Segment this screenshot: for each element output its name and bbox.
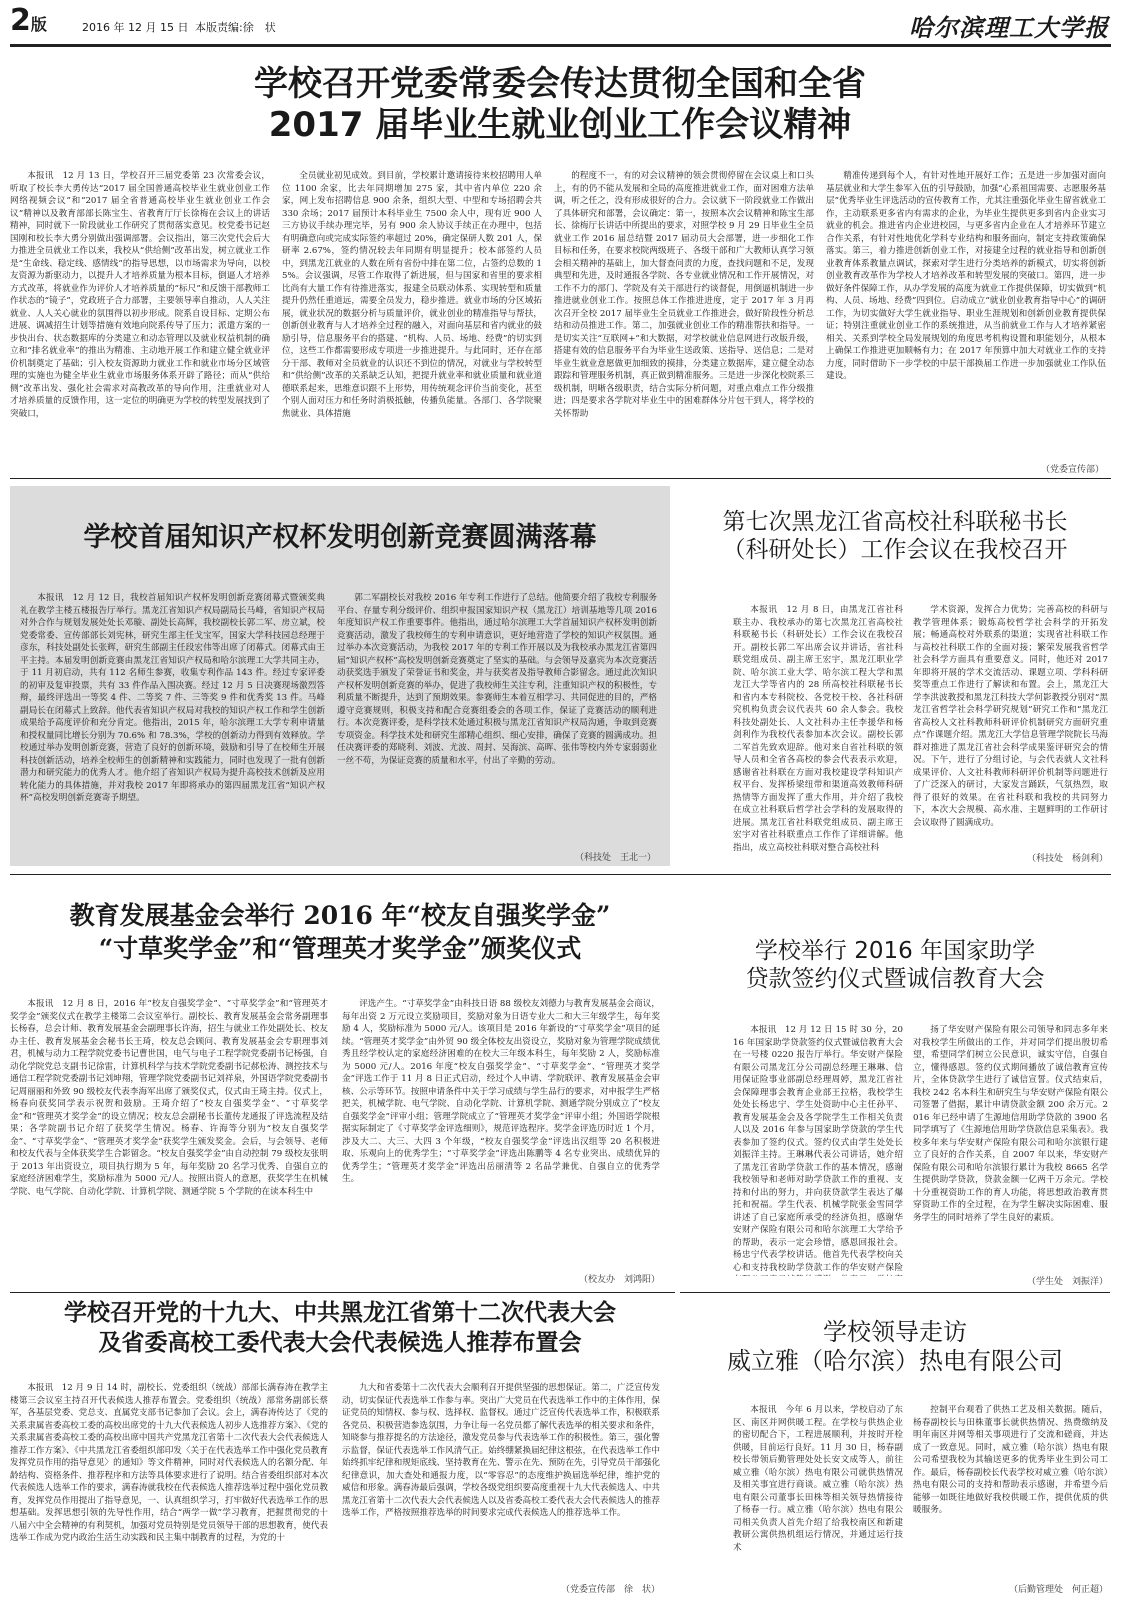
- page-editor: 本版责编:徐 状: [195, 21, 276, 34]
- page-number: 2版: [10, 3, 47, 38]
- a5-col1: 本报讯 12 月 12 日 15 时 30 分，2016 年国家助学贷款签约仪式暨诚信教育大会在一号楼 0220 报告厅举行。华安财产保险有限公司黑龙江分公司副总经理王琳琳、信用保证险事业部副总经理周婷，黑龙江省社会保障理事会教育企业部王拉格，我校学生处处长杨忠宁、学生处资助中心主任孙平、教育发展基金会及各学院学生工作相关负责人以及 2016 年参与国家助学贷款的学生代表参加了签约仪式。签约仪式由学生处处长刘振洋主持。王琳琳代表公司讲话，她介绍了黑龙江省助学贷款工作的基本情况，感谢我校领导和老师对助学贷款工作的重视、支持和付出的努力，并向获贷款学生表达了爆托和祝福。学生代表、机械学院张金雪同学讲述了自己家庭所承受的经济负担，感谢华安财产保险有限公司和哈尔滨理工大学给予的帮助，表示一定会珍惜，感恩回报社会。杨忠宁代表学校讲话。他首先代表学校向关心和支持我校助学贷款工作的华安财产保险: [733, 1025, 903, 1273]
- masthead: [0, 0, 1121, 46]
- a6-col2: 九大和省委第十二次代表大会顺利召开提供坚强的思想保证。第二，广泛宣传发动，切实保证代表选举工作参与率。突出广大党员在代表选举工作中的主体作用，保证党员的知情权、参与权、选择权、监督权。通过广泛宣传代表选举工作，积极联系各党员、积极营造参选氛围，力争让每一名党员都了解代表选举的相关要求和条件，知晓参与推荐提名的方法途径，激发党员参与代表选举工作的积极性。第三，强化警示监督，保证代表选举工作风清气正。始终绷紧换届纪律这根弦，在代表选举工作中始终抓牢纪律和规矩底线、坚持教育在先、警示在先、预防在先，引导党员干部强化纪律意识，加大查处和通报力度，以“零容忍”的态度维护换届选举纪律，维护党的威信和形象。满春涛最后强调，学校各级党组织要高度重视十九大代表候选人、中共黑龙江省第十二次代表大会代表候选人以及省委高校工委代表大会代表候选人的推荐选举工作，严格按照推荐选举的时间要求完成代表候选人的推荐选举工作。: [342, 1383, 660, 1518]
- a5-byline: （学生处 刘振洋）: [1026, 1277, 1108, 1287]
- a1-col1: 本报讯 12 月 13 日，学校召开三届党委第 23 次常委会议，听取了校长李大勇传达“2017 届全国普通高校毕业生就业创业工作网络视频会议”和“2017 届全省普通高校毕业生就业创业工作会议”精神以及教育部部长陈宝生、省教育厅厅长徐梅在会议上的讲话精神，同时就下一阶段就业工作研究了贯彻落实意见。校党委书记赵国刚和校长李大勇分别做出强调部署。会议指出，第三次党代会后大力推进全员就业工作以来，我校从“供给侧”改革出发，树立就业工作是“生命线、稳定线、感情线”的指导思想，以市场需求为导向，以校友资源为新驱动力，以提升人才培养质量为根本目标，倒逼人才培养方式改革，将就业作为评价人才培养质量的“标尺”和反馈干部教师工作状态的“镜子”，党政班子合力部署，主要领导率自推动，人人关注就业、人人关心就业的氛围得以初步形成。院系自设目标、定期公布进展、调减招生计划等措施有效地向院系传导了压力；派遣方案的一步快出台、状态数据库的分类建立和动态管理以及就业权益机制的确立和“排名就业率”的推出为精准、主动地开展工作和建立健全就业评价机制奠定了基础；引入校友资源助力就业工作和就业市场分区域管理的实施也为健全毕业生就业市场服务体系开辟了路径；而从“供给侧”改革出发、强化社会需求对高教改革的导向作用，注重就业对人才培养质量的反馈作用，这一定位的明确更为学校的转型发展找到了突破口，: [10, 171, 270, 419]
- paper-name: 哈尔滨理工大学报: [909, 13, 1109, 42]
- a2-byline: （科技处 王北一）: [574, 853, 656, 863]
- a7-col1: 本报讯 今年 6 月以来，学校启动了东区、南区并网供暖工程。在学校与供热企业的密切配合下，工程进展顺利，并按时开栓供暖，目前运行良好。11 月 30 日，杨春副校长带领后勤管理处处长安文成等人，前往威立雅（哈尔滨）热电有限公司就供热情况及相关事宜进行商谈。威立雅（哈尔滨）热电有限公司董事长田株等相关领导热情接待了杨春一行。威立雅（哈尔滨）热电有限公司相关负责人首先介绍了给我校南区和新建教研公寓供热机组运行情况，并通过运行技术: [733, 1405, 903, 1553]
- headline-a3: 第七次黑龙江省高校社科联秘书长 （科研处长）工作会议在我校召开: [722, 509, 1068, 564]
- a7-byline: （后勤管理处 何正超）: [1008, 1585, 1108, 1595]
- headline-a7: 学校领导走访 威立雅（哈尔滨）热电有限公司: [727, 1318, 1063, 1376]
- headline-a4: 教育发展基金会举行 2016 年“校友自强奖学金” “寸草奖学金”和“管理英才奖学金”颁奖仪式: [69, 901, 611, 963]
- a2-col1: 本报讯 12 月 12 日，我校首届知识产权杯发明创新竞赛闭幕式暨颁奖典礼在教学主楼五楼报告厅举行。黑龙江省知识产权局副局长马峰，省知识产权局对外合作与规划发展处处长邓璇、副处长高辉，我校副校长郭二军、房立斌，校党委常委、宣传部部长刘宪林，研究生部主任戈宝军，国家大学科技园总经理于彦东，科技处副处长张辉，研究生部副主任段宏伟等出席了闭幕式。闭幕式由王平主持。本届发明创新竞赛由黑龙江省知识产权局和哈尔滨理工大学共同主办，于 11 月初启动，共有 112 名师生参赛，收集专利作品 143 件。经过专家评委的初审及复审投票，共有 33 件作品入围决赛。经过 12 月 5 日决赛现场激烈答辩，最终评选出一等奖 4 件、二等奖 7 件、三等奖 9 件和优秀奖 13 件。马峰副局长在闭幕式上致辞。他代表省知识产权局对我校的知识产权工作和学生创新成果给予高度评价和充分肯定。他指出，2015 年，哈尔滨理工大学专利申请量和授权量同比增长分别为 70.6% 和 78.3%，学校的创新动力得到有效释放。学校通过举办发明创新竞赛，营造了良好的创新环境，鼓励和引导了在校师生开展科技创新活动，培养全校师生的创新精神和实践能力，同时也发现了一批有创新潜力和研究能力的优秀人才。他介绍了省知识产权局为提升高校技术创新及应用转化能力的具体措施，并对我校 2017 年即将承办的第四届黑龙江省“知识产权杯”高校发明创新竞赛寄予期望。: [20, 593, 325, 803]
- a1-byline: （党委宣传部）: [1040, 465, 1104, 475]
- a4-col1: 本报讯 12 月 8 日，2016 年“校友自强奖学金”、“寸草奖学金”和“管理英才奖学金”颁奖仪式在教学主楼第二会议室举行。副校长、教育发展基金会常务副理事长杨春，总会计师、教育发展基金会副理事长许海，招生与就业工作处副处长、校友办主任、教育发展基金会秘书长王琦，校友总会顾问、教育发展基金会专职理事刘君，机械与动力工程学院党委书记曹世国，电气与电子工程学院党委副书记杨强，自动化学院党总支副书记徐雷，计算机科学与技术学院党委副书记郝松涛、测控技术与通信工程学院党委副书记刘坤翔，管理学院党委副书记刘祥泉，外国语学院党委副书记周丽丽和外致 90 级校友代表李海军出席了颁奖仪式，仪式由王琦主持。仪式上，杨春向获奖同学表示祝贺和鼓励。王琦介绍了“校友自强奖学金”、“寸草奖学金”和“管理英才奖学金”的设立情况；校友总会副秘书长董传龙通报了评选流程及结果；各学院副书记介绍了获奖学生情况。杨春、许海等分别为“校友自强奖学金”、“寸草奖学金”、“管理英才奖学金”获奖学生颁发奖金。会后，与会领导、老师和校友代表与全体获奖学生合影留念。“校友自强奖学金”由自动控制 79 级校友张明于 2013 年出资设立，项目执行期为 5 年，每年奖励 20 名学习优秀、自强自立的家庭经济困难学生，奖励标准为 5000 元/人。按照出资人的意愿，获奖学生在机械学院、电气学院、自动化学院、计算机学院、测通学院 5 个学院的在读本科生中: [10, 999, 328, 1197]
- issue-date: 2016 年 12 月 15 日: [82, 21, 189, 34]
- a4-col2: 评选产生。“寸草奖学金”由科技日语 88 级校友刘德力与教育发展基金会商议，每年出资 2 万元设立奖励项目，奖励对象为日语专业大二和大三年级学生，每年奖励 4 人，奖励标准为 5000 元/人。该项目是 2016 年新设的“寸草奖学金”项目的延续。“管理英才奖学金”由外贸 90 级全体校友出资设立，奖励对象为管理学院成绩优秀且经学校认定的家庭经济困难的在校大三年级本科生，每年奖励 2 人，奖励标准为 5000 元/人。2016 年度“校友自强奖学金”、“寸草奖学金”、“管理英才奖学金”评选工作于 11 月 8 日正式启动，经过个人申请、学院联评、教育发展基金会审核、公示等环节。按照申请条件中关于学习成绩与学生品行的要求，对申报学生严格把关，机械学院、电气学院、自动化学院、计算机学院、测通学院分别成立了“校友自强奖学金”评审小组；管理学院成立了“管理英才奖学金”评审小组；外国语学院根据实际制定了《寸草奖学金评选细则》，规范评选程序。奖学金评选历时近 1 个月，涉及大二、大三、大四 3 个年级，“校友自强奖学金”评选出汉组等 20 名积极进取、乐观向上的优秀学生；“寸草奖学金”评选出陈鹏等 4 名专业突出、成绩优异的优秀学生；“管理英才奖学金”评选出岳丽清等 2 名品学兼优、自强自立的优秀学生。: [342, 999, 660, 1184]
- divider: [10, 478, 1111, 479]
- a6-byline: （党委宣传部 徐 状）: [560, 1585, 660, 1595]
- headline-a5: 学校举行 2016 年国家助学 贷款签约仪式暨诚信教育大会: [745, 938, 1045, 993]
- headline-a1: 学校召开党委常委会传达贯彻全国和全省 2017 届毕业生就业创业工作会议精神: [254, 64, 866, 146]
- a3-col1: 本报讯 12 月 8 日，由黑龙江省社科联主办、我校承办的第七次黑龙江省高校社科联秘书长（科研处长）工作会议在我校召开。副校长郭二军出席会议并讲话，省社科联党组成员、副主席王宏宇，黑龙江职业学院、哈尔滨工业大学、哈尔滨工程大学和黑龙江大学等省内的 28 所高校社科联秘书长和省内本专科院校、各党校干校、各社科研究机构负责会议代表共 60 余人参会。我校科技处副处长、人文社科办主任李援华和杨剑利作为我校代表参加本次会议。副校长郭二军首先致欢迎辞。他对来自省社科联的领导人员和全省各高校的参会代表表示欢迎，感谢省社科联在方面对我校建设学科知识产权平台、发挥桥梁纽带和渠道高效教师科研热情等方面发挥了重大作用，并介绍了我校在成立社科联后哲学社会学科的发展取得的进展。黑龙江省社科联党组成员、副主席王宏宇对省社科联重点工作作了详细讲解。他指出，成立高校社科联对整合高校社科: [733, 605, 903, 853]
- a1-col4: 精准传递到每个人，有针对性地开展好工作；五是进一步加强对面向基层就业和大学生参军入伍的引导鼓励，加强“心系祖国需要、志愿服务基层”优秀毕业生评选活动的宣传教育工作，尤其注重强化毕业生留省就业工作，主动联系更多省内有需求的企业，为毕业生提供更多到省内企业实习就业的机会。推进省内企业进校园，与更多省内企业在人才培养环节建立合作关系，有针对性地优化学科专业结构和服务面向，制定支持政策确保落实。第三，着力推进创新创业工作，对接建全过程的就业指导和创新创业教育体系教量点调试，探索对学生进行分类培养的新模式，切实将创新创业教育改革作为学校人才培养改革和转型发展的突破口。第四，进一步做好条件保障工作，从办学发展的高度为就业工作提供保障，切实做到“机构、人员、场地、经费”四到位。启动成立“就业创业教育指导中心”的调研工作，为切实做好大学生就业指导、职业生涯规划和创新创业教育提供保证；特别注重就业创业工作的系统推进，从当前就业工作与人才培养紧密相关、关系到学校全局发展规划的角度思考机构设置和职能划分，从根本上确保工作推进更加顺畅有力；在 2017 年预算中加大对就业工作的支持力度，同时借助下一步学校的中层干部换届工作进一步加强就业工作队伍建设。: [826, 171, 1106, 381]
- headline-a2: 学校首届知识产权杯发明创新竞赛圆满落幕: [83, 522, 597, 553]
- a6-col1: 本报讯 12 月 9 日 14 时，副校长、党委组织（统战）部部长满春涛在教学主楼第三会议室主持召开代表候选人推荐布置会。党委组织（统战）部常务副部长蔡军，各基层党委、党总支、直属党支部书记参加了会议。会上，满春涛传达了《党的关系隶属省委高校工委的高校出席党的十九大代表候选人初步人选推荐方案》、《党的关系隶属省委高校工委的高校出席中国共产党黑龙江省第十二次代表大会代表候选人推荐工作方案》、《中共黑龙江省委组织部印发〈关于在代表选举工作中强化党员教育发挥党员作用的指导意见〉的通知》等文件精神，同时对代表候选人的名额分配、年龄结构、资格条件、推荐程序和方法等具体要求进行了说明。结合省委组织部对本次代表候选人选举工作的要求，满春涛就我校在代表候选人推荐选举过程中强化党员教育，发挥党员作用提出了指导意见，一、认真组织学习，打牢做好代表选举工作的思想基础。发挥思想引领的先导性作用，结合“两学一做”学习教育，把握贯彻党的十八届六中全会精神的有利契机，加强对党员特别是党员领导干部的思想教育，使代表选举工作成为党内政治生活生动实践和民主集中制教育的过程，为党的十: [10, 1383, 328, 1543]
- masthead-rule: [10, 44, 1111, 47]
- a7-col2: 控制平台观看了供热工艺及相关数据。随后，杨春副校长与田株董事长就供热情况、热费缴纳及明年南区并网等相关事项进行了交流和磋商，并达成了一致意见。同时，威立雅（哈尔滨）热电有限公司希望我校为其输送更多的优秀毕业生到公司工作。最后，杨春副校长代表学校对威立雅（哈尔滨）热电有限公司的支持和帮助表示感谢，并希望今后能够一如既往地做好我校供暖工作，提供优质的供暖服务。: [913, 1405, 1108, 1515]
- divider: [10, 874, 1111, 875]
- a2-col2: 郭二军副校长对我校 2016 年专利工作进行了总结。他简要介绍了我校专利服务平台、存量专利分级评价、组织申报国家知识产权（黑龙江）培训基地等几项 2016 年度知识产权工作重要事件。他指出，通过哈尔滨理工大学首届知识产权杯发明创新竞赛活动，激发了我校师生的专利申请意识，更好地营造了学校的知识产权氛围。通过举办本次竞赛活动，为我校 2017 年的专利工作开展以及为我校承办黑龙江省第四届“知识产权杯”高校发明创新竞赛奠定了坚实的基础。与会领导及嘉宾为本次竞赛活动获奖选手颁发了荣誉证书和奖金，并与获奖者及指导教师合影留念。通过此次知识产权杯发明创新竞赛的举办，促进了我校师生关注专利，注重知识产权的积极性，专利质量不断提升，达到了预期效果。参赛师生本着互相学习、共同促进的目的，严格遵守竞赛规则，积极支持和配合竞赛组委会的各项工作，保证了竞赛活动的顺利进行。本次竞赛评委，是科学技术处通过积极与黑龙江省知识产权局沟通，争取到竞赛专项资金。科学技术处和研究生部精心组织、细心安排，确保了竞赛的圆满成功。担任决赛评委的郑晓利、刘波、尤波、周封、吴海滨、高晖、张伟等校内外专家弱弱业一丝不苟，为保证竞赛的质量和水平，付出了辛勤的劳动。: [337, 593, 657, 766]
- a4-byline: （校友办 刘鸿阳）: [578, 1275, 660, 1285]
- divider: [680, 1292, 1110, 1293]
- a1-col3: 的程度不一，有的对会议精神的领会贯彻停留在会议桌上和口头上，有的仍不能从发展和全局的高度推进就业工作，面对困难方法单调，听之任之，没有形成很好的合力。会议就下一阶段就业工作做出了具体研究和部署，会议确定：第一，按照本次会议精神和陈宝生部长、徐梅厅长讲话中所提出的要求，对照学校 9 月 29 日毕业生全员就业工作 2016 届总结暨 2017 届动员大会部署，进一步细化工作目标和任务，在要求校院两级班子、各级干部和广大教师认真学习领会相关精神的基础上，加大督查问责的力度，查找问题和不足，发现典型和先进，及时通报各学院、各专业就业情况和工作开展情况，对工作不力的部门、学院及有关干部进行约谈督促，用倒逼机制进一步推进就业创业工作。按照总体工作推进进度，定于 2017 年 3 月再次召开全校 2017 届毕业生全员就业工作推进会，做好阶段性分析总结和动员推进工作。第二，加强就业创业工作的精准帮扶和指导。一是切实关注“互联网+”和大数据，对学校就业信息网进行改版升级，搭建有效的信息服务平台为毕业生送政策、送指导、送信息；二是对毕业生就业意愿做更加细致的摸排，分类建立数据库，建立健全动态跟踪和管理服务机制，真正做到精准服务。三是进一步深化校院系三级机制，明晰各级职责，结合实际分析问题，对重点难点工作分级推进；四是要求各学院对毕业生中的困难群体分片包干到人，将学校的关怀帮助: [554, 171, 814, 419]
- headline-a6: 学校召开党的十九大、中共黑龙江省第十二次代表大会 及省委高校工委代表大会代表候选人推荐布置会: [64, 1299, 616, 1356]
- a5-col2: 扬了华安财产保险有限公司领导和同志多年来对我校学生所做出的工作，并对同学们提出殷切希望，希望同学们树立公民意识，诚实守信，自强自立，懂得感恩。签约仪式期间播放了诚信教育宣传片，全体贷款学生进行了诚信宣誓。仪式结束后，我校 242 名本科生和研究生与华安财产保险有限公司签署了借据，累计申请贷款金额 200 余万元。2016 年已经申请了生源地信用助学贷款的 3900 名同学填写了《生源地信用助学贷款信息采集表》。我校多年来与华安财产保险有限公司和哈尔滨银行建立了良好的合作关系，自 2007 年以来，华安财产保险有限公司和哈尔滨银行累计为我校 8665 名学生提供助学贷款，贷款金额一亿两千万余元。学校十分重视资助工作的育人功能，将思想政治教育贯穿资助工作的全过程，在为学生解决实际困难、服务学生的同时培养了学生良好的素质。: [913, 1025, 1108, 1223]
- a3-col2: 学术资源，发挥合力优势；完善高校的科研与教学管理体系；锻炼高校哲学社会科学的开拓发展；畅通高校对外联系的渠道；实现省社科联工作与高校社科联工作的全面对接；繁荣发展我省哲学社会科学方面具有重要意义。同时，他还对 2017 年即将开展的学术交流活动、课题立项、学科科研奖等重点工作进行了解读和布置。会上，黑龙江大学李洪波教授和黑龙江科技大学何影教授分别对“黑龙江省哲学社会科学研究规划”研究工作和“黑龙江省高校人文社科教师科研评价机制研究方面研究重点”作课题介绍。黑龙江大学信息管理学院院长马海群对推进了黑龙江省社会科学成果鉴评研究会的情况。下午，进行了分组讨论，与会代表就人文社科成果评价、人文社科教师科研评价机制等问题进行了广泛深入的研讨，大家发言踊跃，气氛热烈，取得了很好的效果。在省社科联和我校的共同努力下，本次大会规模、高水准、主题鲜明的工作研讨会议取得了圆满成功。: [913, 605, 1108, 828]
- a3-byline: （科技处 杨剑利）: [1026, 854, 1108, 864]
- divider: [10, 1292, 675, 1293]
- a1-col2: 全员就业初见成效。到目前，学校累计邀请接待来校招聘用人单位 1100 余家，比去年同期增加 275 家，其中省内单位 220 余家，网上发布招聘信息 900 余条，组织大型、中型和专场招聘会共 330 余场；2017 届预计本科毕业生 7500 余人中，现有近 900 人三方协议手续办理完毕，另有 900 余人协议手续正在办理中，包括有明确意向或完成实际签约率超过 20%，确定保研人数 201 人，保研率 2.67%，签约情况较去年同期有明显提升；校本部签约人员中，到黑龙江就业的人数在所有省份中排在第二位，占签约总数的 15%。会议强调，尽管工作取得了新进展，但与国家和省里的要求相比尚有大量工作有待推进落实，报建全员联动体系、实现转型和质量提升仍然任重道远，需要全员发力，稳步推进。就业市场的分区域拓展，就业状况的数据分析与质量评价，就业创业的精准指导与帮扶，创新创业教育与人才培养全过程的融入，对面向基层和省内就业的鼓励引导，信息服务平台的搭建、“机构、人员、场地、经费”的切实到位，这些工作都需要形成专项进一步推进提升。与此同时，还存在部分干部、教师对全员就业的认识还不到位的情况，对就业与学校转型和“供给侧”改革的关系缺乏认知，把提升就业率和就业质量和就业道德联系起来，思维意识跟不上形势，用传统观念评价当前变化，甚至个别人面对压力和任务时消极抵触，传播负能量。各部门、各学院聚焦就业、具体措施: [282, 171, 542, 419]
